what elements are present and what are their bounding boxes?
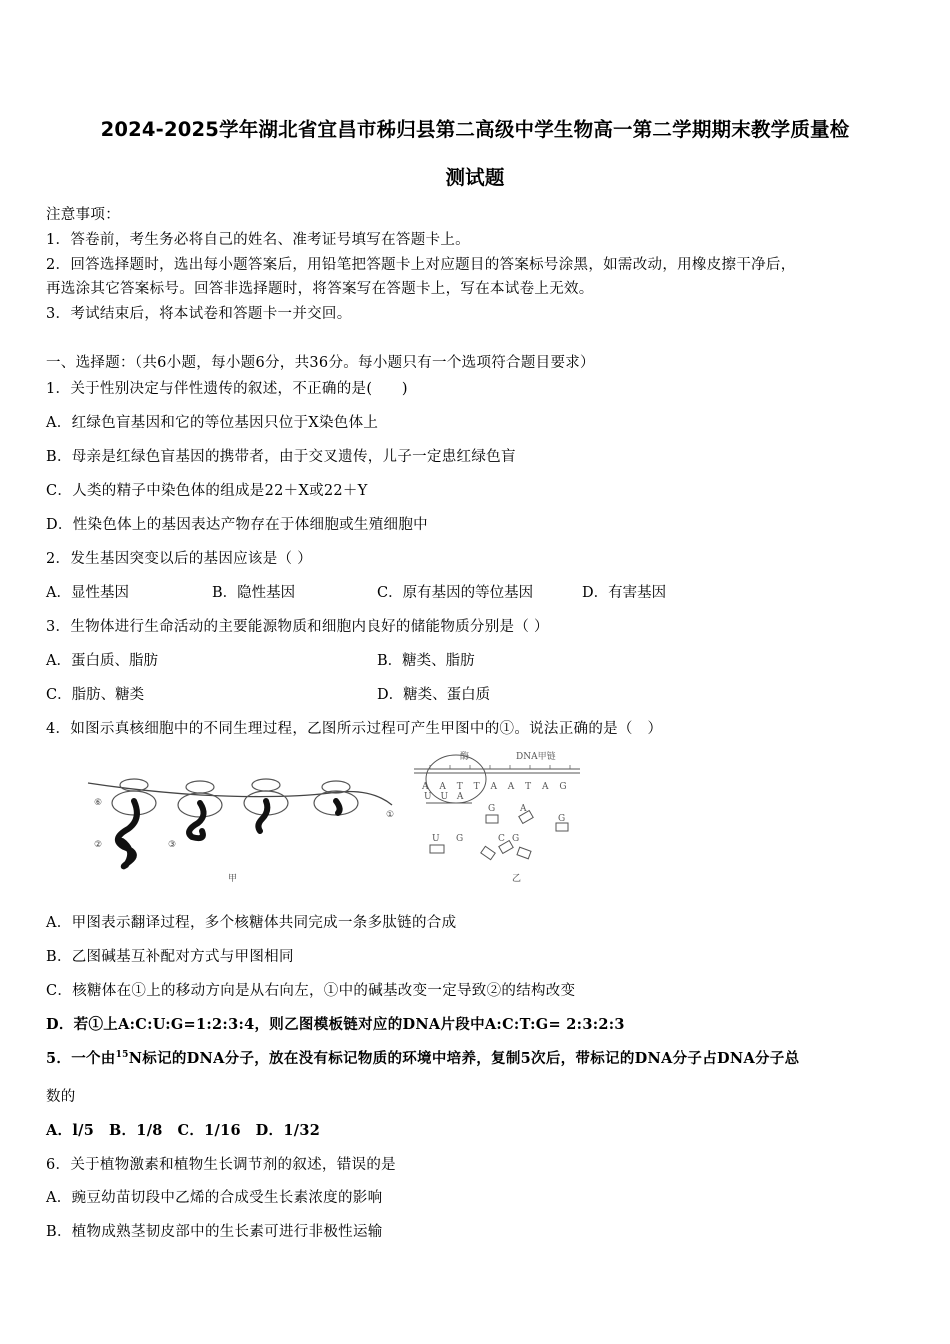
q3-option-c: C．脂肪、糖类	[46, 687, 145, 703]
nucleotide-base: U	[432, 834, 440, 844]
q4-option-a: A．甲图表示翻译过程，多个核糖体共同完成一条多肽链的合成	[46, 915, 457, 931]
figure-label-jia: 甲	[228, 874, 238, 884]
polypeptide-chain	[189, 803, 203, 838]
q4-option-b: B．乙图碱基互补配对方式与甲图相同	[46, 949, 294, 965]
circled-label-1: ①	[386, 810, 395, 820]
q2-option-d: D．有害基因	[582, 585, 667, 601]
circled-label-2: ②	[94, 840, 103, 850]
q4-figure	[80, 745, 590, 887]
isotope-mass-number: 15	[115, 1050, 129, 1061]
q3-option-a: A．蛋白质、脂肪	[46, 653, 158, 669]
q3-option-b: B．糖类、脂肪	[377, 653, 475, 669]
nucleotide-base: G	[558, 814, 566, 824]
q5-stem-suffix: N标记的DNA分子，放在没有标记物质的环境中培养，复制5次后，带标记的DNA分子占DNA分子总	[128, 1050, 800, 1067]
polypeptide-chain	[258, 801, 267, 831]
notice-item: 再选涂其它答案标号。回答非选择题时，将答案写在答题卡上，写在本试卷上无效。	[46, 281, 594, 297]
polypeptide-chain	[118, 801, 137, 866]
dna-base-sequence: A A T T A A T A G	[422, 782, 571, 792]
polypeptide-chain	[336, 801, 340, 813]
q1-option-d: D．性染色体上的基因表达产物存在于体细胞或生殖细胞中	[46, 517, 428, 533]
q3-stem: 3．生物体进行生命活动的主要能源物质和细胞内良好的储能物质分别是（ ）	[46, 619, 549, 635]
q5-stem-prefix: 5．一个由	[46, 1050, 116, 1067]
q5-stem-continued: 数的	[46, 1089, 76, 1105]
free-nucleotide	[486, 815, 498, 823]
nucleotide-base: G	[512, 834, 520, 844]
ribosome-small-subunit	[252, 779, 280, 791]
nucleotide-base: C	[498, 834, 505, 844]
ribosome-small-subunit	[186, 781, 214, 793]
q5-stem	[46, 1047, 799, 1068]
rna-base-sequence: U U A	[424, 792, 467, 802]
q1-option-a: A．红绿色盲基因和它的等位基因只位于X染色体上	[46, 415, 379, 431]
free-nucleotide	[430, 845, 444, 853]
notice-item: 1．答卷前，考生务必将自己的姓名、准考证号填写在答题卡上。	[46, 232, 470, 248]
q4-option-d: D．若①上A:C:U:G=1:2:3:4，则乙图模板链对应的DNA片段中A:C:T:G= 2:3:2:3	[46, 1016, 625, 1033]
q2-option-a: A．显性基因	[46, 585, 129, 601]
q6-option-b: B．植物成熟茎韧皮部中的生长素可进行非极性运输	[46, 1224, 383, 1240]
q2-stem: 2．发生基因突变以后的基因应该是（ ）	[46, 551, 313, 567]
dna-chain-label: DNA甲链	[516, 752, 556, 762]
page-title-continued: 测试题	[445, 166, 505, 189]
q6-option-a: A．豌豆幼苗切段中乙烯的合成受生长素浓度的影响	[46, 1190, 383, 1206]
section-heading: 一、选择题：（共6小题，每小题6分，共36分。每小题只有一个选项符合题目要求）	[46, 355, 595, 371]
q2-option-c: C．原有基因的等位基因	[377, 585, 534, 601]
q1-option-b: B．母亲是红绿色盲基因的携带者，由于交叉遗传，儿子一定患红绿色盲	[46, 449, 516, 465]
free-nucleotide	[481, 846, 495, 859]
circled-label-6: ⑥	[94, 798, 103, 808]
figure-label-yi: 乙	[512, 874, 522, 884]
free-nucleotide	[517, 847, 531, 859]
notice-item: 3．考试结束后，将本试卷和答题卡一并交回。	[46, 306, 352, 322]
q2-option-b: B．隐性基因	[212, 585, 296, 601]
q3-option-d: D．糖类、蛋白质	[377, 687, 491, 703]
notice-heading: 注意事项：	[46, 207, 120, 223]
q6-stem: 6．关于植物激素和植物生长调节剂的叙述，错误的是	[46, 1157, 396, 1173]
free-nucleotide	[556, 823, 568, 831]
q5-options: A．l/5 B．1/8 C．1/16 D．1/32	[46, 1122, 321, 1139]
nucleotide-base: G	[488, 804, 496, 814]
page-title: 2024-2025学年湖北省宜昌市秭归县第二高级中学生物高一第二学期期末教学质量检	[100, 118, 850, 141]
nucleotide-base: G	[456, 834, 464, 844]
enzyme-label: 酶	[460, 752, 470, 762]
q1-option-c: C．人类的精子中染色体的组成是22＋X或22＋Y	[46, 483, 368, 499]
q4-option-c: C．核糖体在①上的移动方向是从右向左，①中的碱基改变一定导致②的结构改变	[46, 983, 576, 999]
nucleotide-base: A	[520, 804, 527, 814]
q4-stem: 4．如图示真核细胞中的不同生理过程，乙图所示过程可产生甲图中的①。说法正确的是（ ）	[46, 721, 663, 737]
q1-stem: 1．关于性别决定与伴性遗传的叙述，不正确的是( )	[46, 381, 408, 397]
notice-item: 2．回答选择题时，选出每小题答案后，用铅笔把答题卡上对应题目的答案标号涂黑，如需改动，用橡皮擦干净后，	[46, 257, 796, 273]
circled-label-3: ③	[168, 840, 177, 850]
